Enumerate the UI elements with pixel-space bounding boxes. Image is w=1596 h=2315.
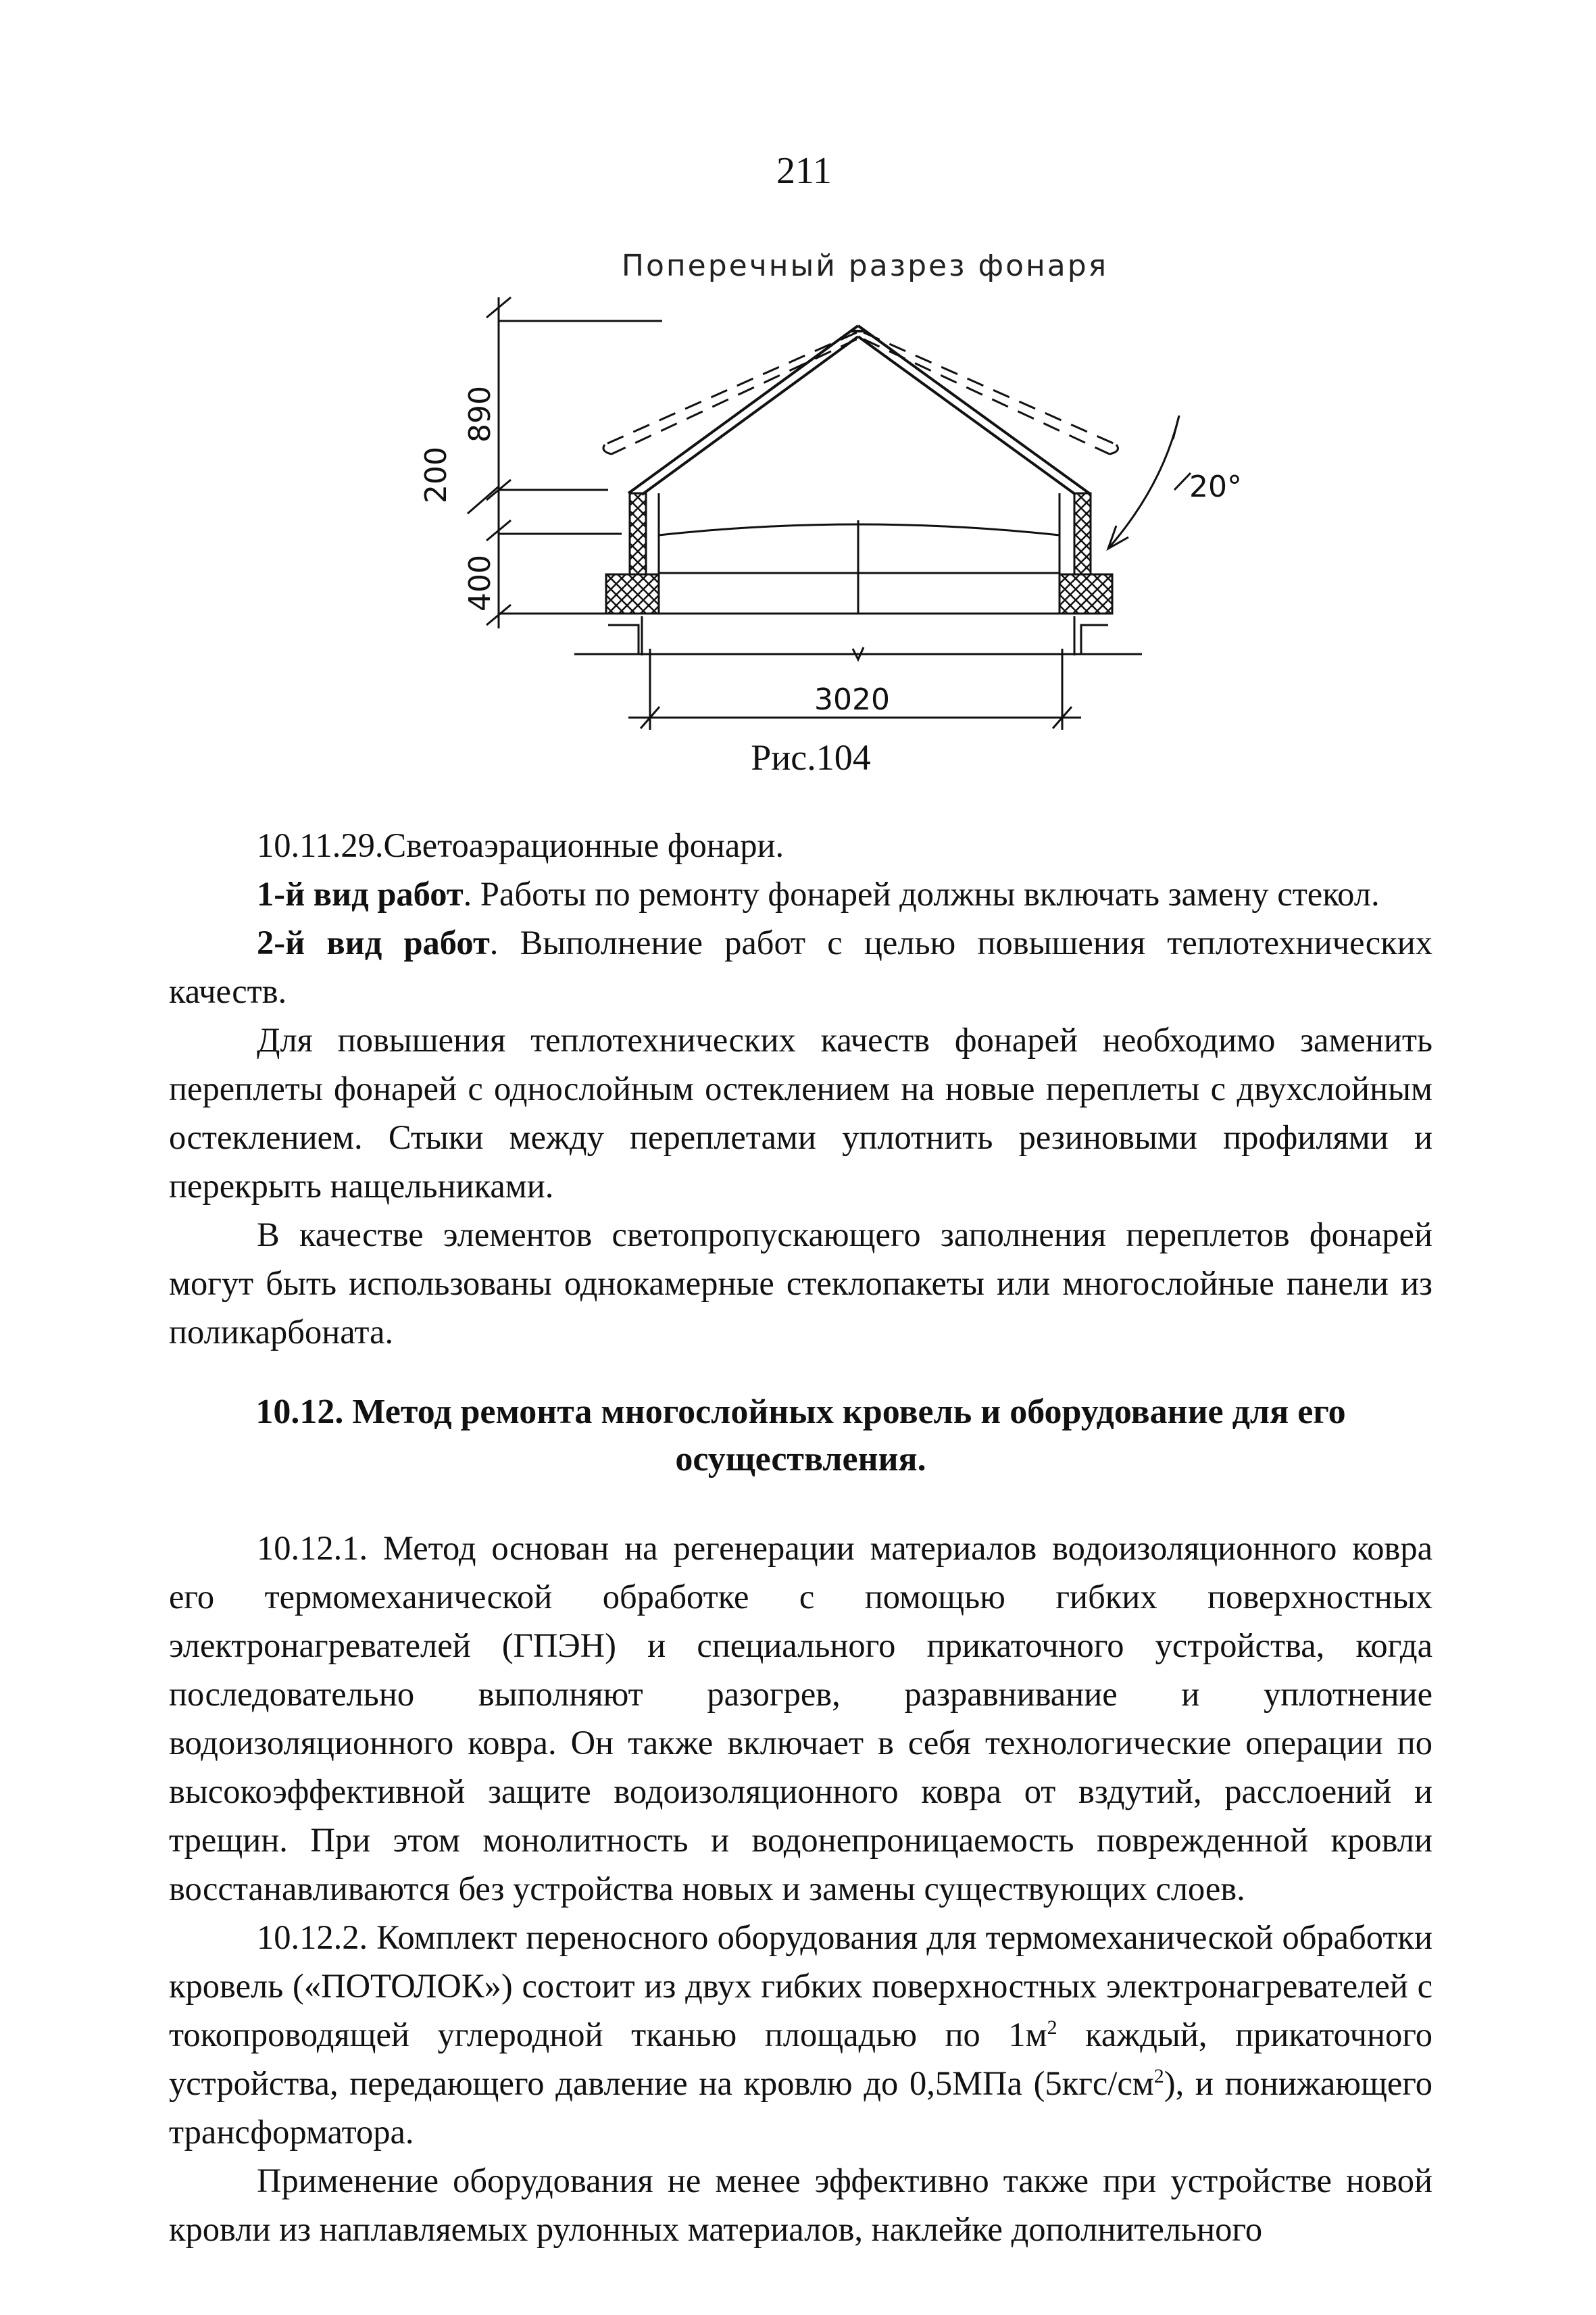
paragraph-glazing-elements: В качестве элементов светопропускающего заполнения переплетов фонарей могут быть использованы однокамерные стеклопакеты или многослойные панели из поликарбоната.: [169, 1216, 1432, 1351]
work-type-1-text: . Работы по ремонту фонарей должны включать замену стекол.: [463, 875, 1380, 913]
figure-title: Поперечный разрез фонаря: [621, 249, 1109, 283]
section-10-12-body: [169, 1524, 1432, 2254]
open-sash-dashed-lines: [603, 332, 1118, 454]
p2-part2: каждый, прикаточного устройства, передающего давление на кровлю до 0,5МПа (5кгс/см: [169, 2016, 1432, 2102]
section-10-11-29: [169, 821, 1432, 1356]
work-type-2-label: 2-й вид работ: [257, 924, 490, 962]
paragraph-10-12-1: 10.12.1. Метод основан на регенерации материалов водоизоляционного ковра его термомеханической обработке с помощью гибких поверхностных электронагревателей (ГПЭН) и специального прикаточного устройства, когда последовательно выполняют разогрев, разравнивание и уплотнение водоизоляционного ковра. Он также включает в себя технологические операции по высокоэффективной защите водоизоляционного ковра от вздутий, расслоений и трещин. При этом монолитность и водонепроницаемость поврежденной кровли восстанавливаются без устройства новых и замены существующих слоев.: [169, 1529, 1432, 1908]
p2-part3: ), и понижающего трансформатора.: [169, 2064, 1432, 2151]
paragraph-10-12-2: [169, 1913, 1432, 2156]
work-type-2: [169, 918, 1432, 1016]
side-wall-left: [606, 493, 659, 614]
p2-part1: 10.12.2. Комплект переносного оборудования для термомеханической обработки кровель («ПОТОЛОК») состоит из двух гибких поверхностных электронагревателей с токопроводящей углеродной тканью площадью по 1м: [169, 1918, 1432, 2053]
dimension-400-label: 400: [463, 555, 497, 612]
dimension-890-label: 890: [463, 386, 497, 443]
work-type-1-label: 1-й вид работ: [257, 875, 464, 913]
base-structure: [574, 616, 1142, 659]
paragraph-application: Применение оборудования не менее эффективно также при устройстве новой кровли из наплавляемых рулонных материалов, наклейке дополнительного: [169, 2162, 1432, 2248]
work-type-1: [169, 870, 1432, 918]
dimension-200-label: 200: [419, 447, 453, 503]
p2-sup2: 2: [1153, 2065, 1164, 2088]
section-10-12-heading: 10.12. Метод ремонта многослойных кровель и оборудование для его осуществления.: [255, 1393, 1346, 1478]
paragraph-replace-frames: Для повышения теплотехнических качеств фонарей необходимо заменить переплеты фонарей с однослойным остеклением на новые переплеты с двухслойным остеклением. Стыки между переплетами уплотнить резиновыми профилями и перекрыть нащельниками.: [169, 1021, 1432, 1205]
dimension-3020-label: 3020: [814, 682, 890, 717]
work-type-2-text: . Выполнение работ с целью повышения теплотехнических качеств.: [169, 924, 1432, 1010]
side-wall-right: [1059, 493, 1112, 614]
roof-slopes: [628, 326, 1089, 495]
angle-label: 20°: [1189, 470, 1242, 504]
subsection-heading: 10.11.29.Светоаэрационные фонари.: [257, 826, 784, 864]
page-number: 211: [776, 150, 832, 192]
angle-annotation: [1108, 416, 1191, 549]
p2-sup1: 2: [1047, 2016, 1057, 2039]
figure-caption: Рис.104: [751, 737, 871, 778]
lantern-cross-section-drawing: [405, 291, 1257, 764]
glazing-frames: [649, 493, 1071, 614]
